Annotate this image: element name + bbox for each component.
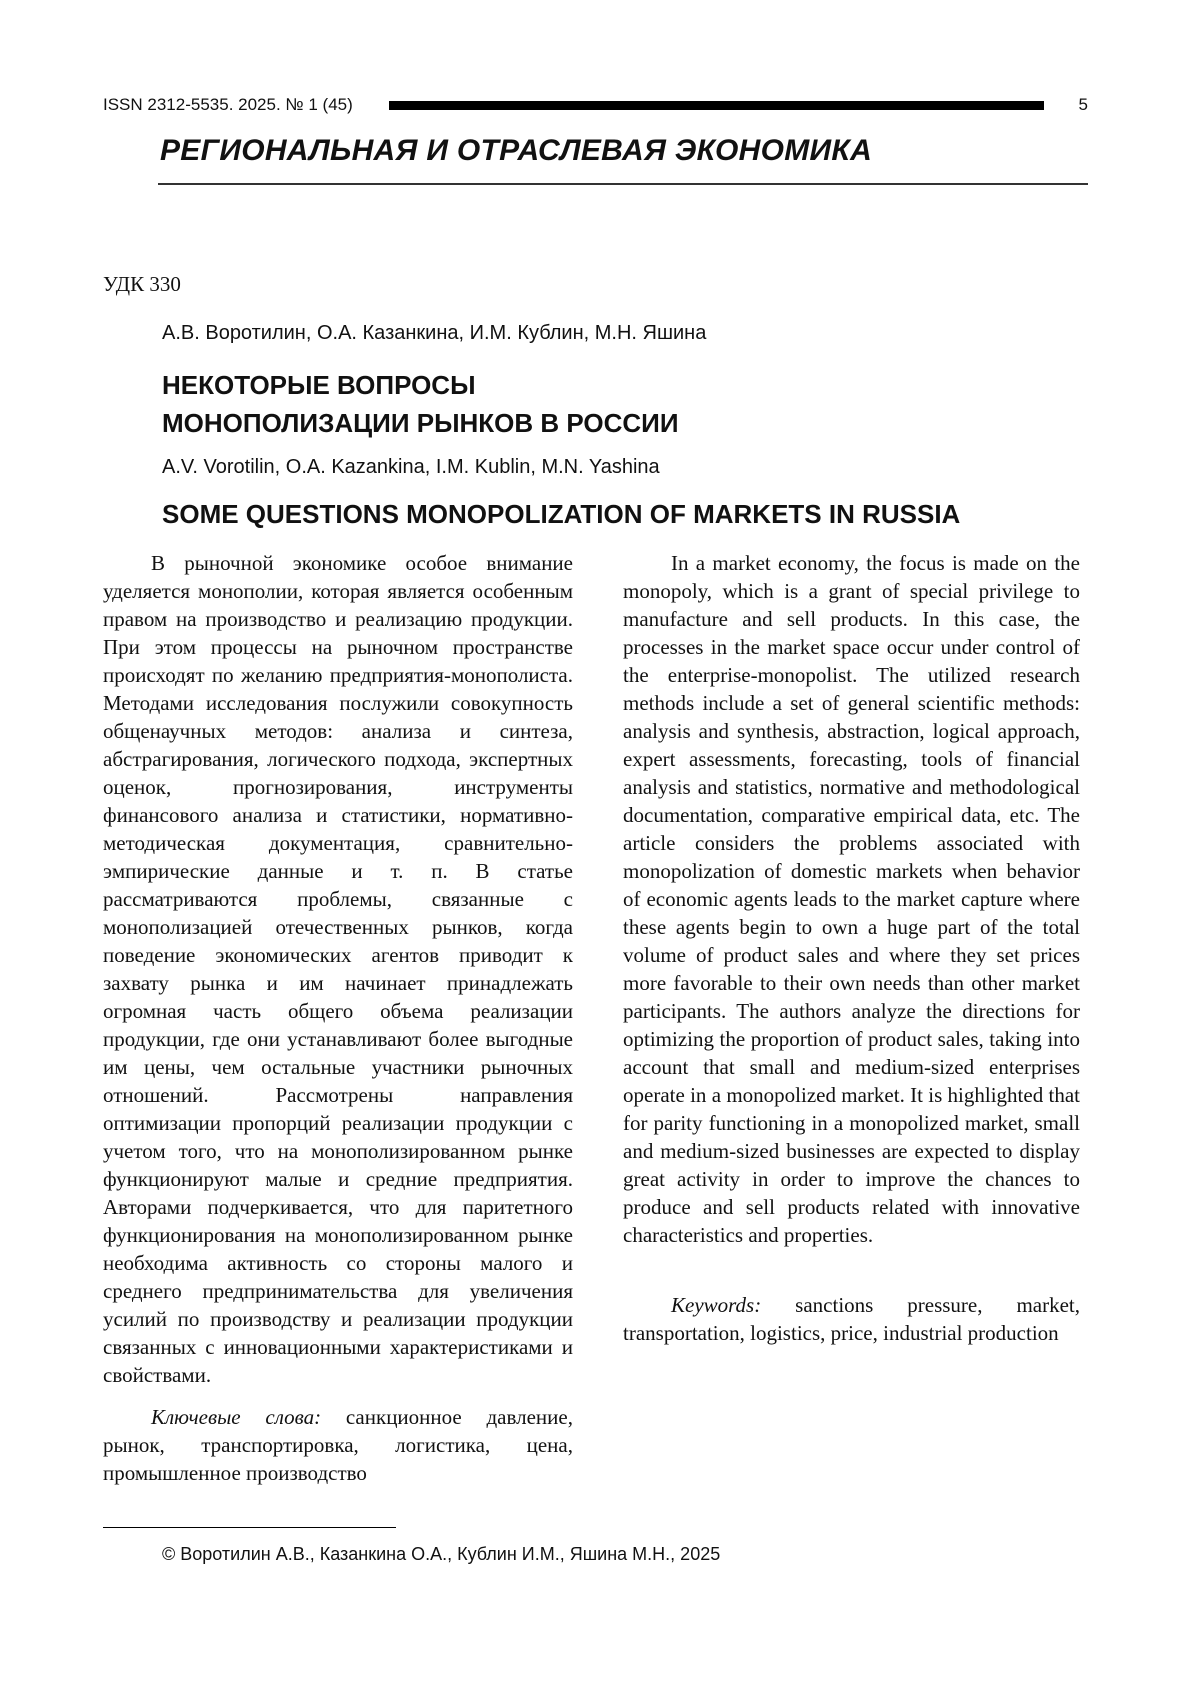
authors-ru: А.В. Воротилин, О.А. Казанкина, И.М. Кублин, М.Н. Яшина (162, 322, 707, 344)
article-title-en: SOME QUESTIONS MONOPOLIZATION OF MARKETS IN RUSSIA (162, 499, 961, 529)
section-title: РЕГИОНАЛЬНАЯ И ОТРАСЛЕВАЯ ЭКОНОМИКА (160, 134, 873, 167)
abstract-en-text: In a market economy, the focus is made on the monopoly, which is a grant of special privilege to manufacture and sell products. In this case, the processes in the market space occur under control of the enterprise-monopolist. The utilized research methods include a set of general scientific methods: analysis and synthesis, abstraction, logical approach, expert assessments, forecasting, tools of financial analysis and statistics, normative and methodological documentation, comparative empirical data, etc. The article considers the problems associated with monopolization of domestic markets when behavior of economic agents leads to the market capture where these agents begin to own a huge part of the total volume of product sales and where they set prices more favorable to their own needs than other market participants. The authors analyze the directions for optimizing the proportion of product sales, taking into account that small and medium-sized enterprises operate in a monopolized market. It is highlighted that for parity functioning in a monopolized market, small and medium-sized businesses are expected to display great activity in order to improve the chances to produce and sell products related with innovative characteristics and properties. (623, 551, 1080, 1247)
section-divider (158, 183, 1088, 185)
abstract-ru-text: В рыночной экономике особое внимание уделяется монополии, которая является особенным правом на производство и реализацию продукции. При этом процессы на рыночном пространстве происходят по желанию предприятия-монополиста. Методами исследования послужили совокупность общенаучных методов: анализа и синтеза, абстрагирования, логического подхода, экспертных оценок, прогнозирования, инструменты финансового анализа и статистики, нормативно-методическая документация, сравнительно-эмпирические данные и т. п. В статье рассматриваются проблемы, связанные с монополизацией отечественных рынков, когда поведение экономических агентов приводит к захвату рынка и им начинает принадлежать огромная часть общего объема реализации продукции, где они устанавливают более выгодные им цены, чем остальные участники рыночных отношений. Рассмотрены направления оптимизации пропорций реализации продукции с учетом того, что на монополизированном рынке функционируют малые и средние предприятия. Авторами подчеркивается, что для паритетного функционирования на монополизированном рынке необходима активность со стороны малого и среднего предпринимательства для увеличения усилий по производству и реализации продукции связанных с инновационными характеристиками и свойствами. (103, 551, 573, 1387)
keywords-en-label: Keywords: (671, 1293, 762, 1317)
keywords-ru-label: Ключевые слова: (151, 1405, 322, 1429)
page-number: 5 (1078, 95, 1088, 114)
article-title-ru-line2: МОНОПОЛИЗАЦИИ РЫНКОВ В РОССИИ (162, 408, 679, 438)
copyright-notice: © Воротилин А.В., Казанкина О.А., Кублин И.М., Яшина М.Н., 2025 (162, 1544, 721, 1564)
running-header (103, 93, 1088, 121)
abstract-en (623, 549, 1080, 1347)
article-title-ru-line1: НЕКОТОРЫЕ ВОПРОСЫ (162, 370, 476, 400)
journal-issn: ISSN 2312-5535. 2025. № 1 (45) (103, 95, 353, 114)
keywords-ru-list: санкционное давление, рынок, транспортировка, логистика, цена, промышленное производство (103, 1405, 573, 1485)
article-title-ru (162, 366, 679, 442)
keywords-ru (103, 1403, 573, 1487)
keywords-en (623, 1291, 1080, 1347)
keywords-en-list: sanctions pressure, market, transportation, logistics, price, industrial production (623, 1293, 1080, 1345)
footnote-divider (103, 1527, 396, 1528)
header-bar (389, 101, 1044, 110)
udk-code: УДК 330 (103, 272, 181, 296)
abstract-ru (103, 549, 573, 1487)
authors-en: A.V. Vorotilin, O.A. Kazankina, I.M. Kublin, M.N. Yashina (162, 456, 660, 478)
